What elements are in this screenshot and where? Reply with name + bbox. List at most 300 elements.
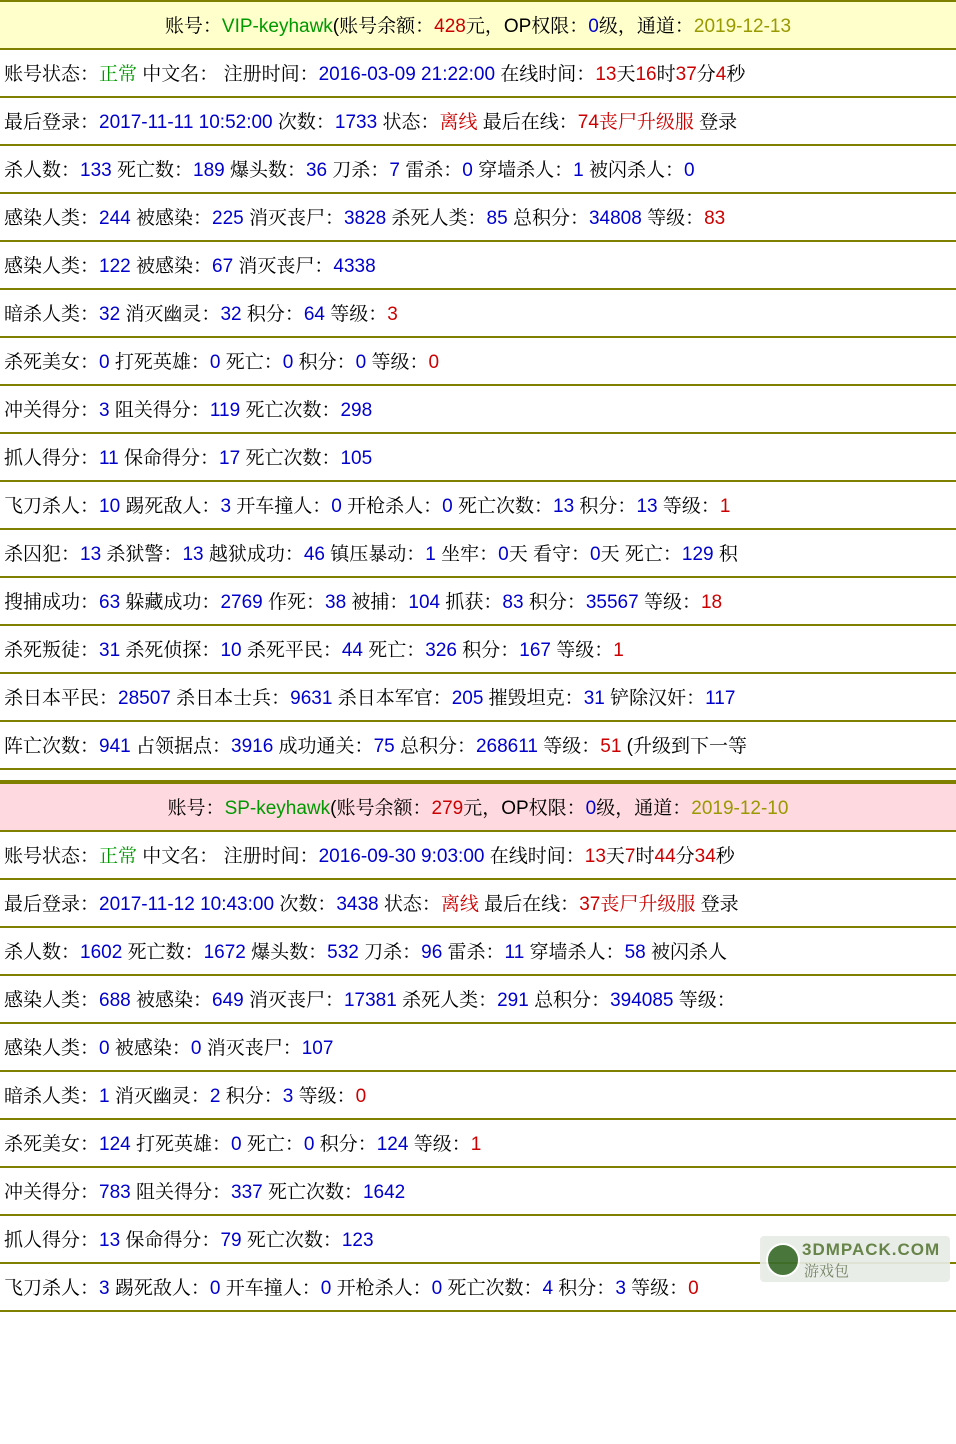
stat-row [0, 674, 956, 722]
stat-label: 阻关得分： [130, 1182, 231, 1203]
stat-label: 总积分： [394, 736, 476, 757]
account-name: VIP-keyhawk [221, 16, 333, 37]
stat-label: 积分： [314, 1134, 377, 1155]
stat-value: 123 [341, 1230, 374, 1251]
stat-row [0, 1072, 956, 1120]
stat-value: 0 [209, 352, 221, 373]
stat-value: 225 [212, 208, 244, 229]
stat-label: 保命得分： [120, 1230, 221, 1251]
stat-value: 13 [636, 496, 658, 517]
stat-row [0, 1024, 956, 1072]
stat-value: 105 [340, 448, 373, 469]
stat-value: 74丧尸升级服 [577, 112, 694, 133]
stat-label: 消灭丧尸： [243, 990, 344, 1011]
stat-label: 等级： [625, 1278, 689, 1299]
op-value: 0 [585, 798, 597, 819]
stat-label: 死亡： [241, 1134, 304, 1155]
stat-value: 394085 [610, 990, 674, 1011]
watermark-line2: 游戏包 [804, 1263, 850, 1280]
stat-label: 抓人得分： [4, 1230, 100, 1251]
stat-label: 阻关得分： [109, 400, 210, 421]
balance-label: (账号余额： [330, 798, 432, 819]
stat-value: 34 [694, 846, 716, 867]
op-value: 0 [588, 16, 599, 37]
stat-label: 成功通关： [273, 736, 374, 757]
stat-label: 总积分： [507, 208, 589, 229]
stat-label: 时 [635, 846, 655, 867]
stat-label: 账号状态： [4, 64, 100, 85]
stat-row [0, 626, 956, 674]
stat-value: 122 [99, 256, 131, 277]
stat-row [0, 578, 956, 626]
stat-value: 28507 [118, 688, 171, 709]
stat-label: 次数： [274, 894, 337, 915]
stat-value: 0 [99, 352, 110, 373]
stat-label: 消灭幽灵： [120, 304, 221, 325]
stat-value: 649 [212, 990, 244, 1011]
stat-label: 登录 [695, 894, 739, 915]
stat-row [0, 976, 956, 1024]
stat-label: 镇压暴动： [325, 544, 426, 565]
stat-label: 被感染： [130, 990, 212, 1011]
stat-value: 正常 [99, 64, 138, 85]
stat-label: 登录 [693, 112, 738, 133]
stat-label: 爆头数： [224, 160, 306, 181]
stat-value: 0 [431, 1278, 443, 1299]
stat-label: 杀死平民： [241, 640, 342, 661]
stat-label: 秒 [726, 64, 746, 85]
stat-label: 杀日本军官： [332, 688, 452, 709]
stat-value: 291 [497, 990, 529, 1011]
stat-value: 63 [99, 592, 121, 613]
stat-value: 268611 [475, 736, 538, 757]
stat-row [0, 482, 956, 530]
stat-label: 杀狱警： [101, 544, 183, 565]
stat-value: 1 [573, 160, 584, 181]
stat-label: 作死： [262, 592, 325, 613]
stat-value: 83 [704, 208, 726, 229]
stat-value: 7 [389, 160, 400, 181]
stat-value: 0 [688, 1278, 699, 1299]
stat-row [0, 1168, 956, 1216]
stat-value: 0 [428, 352, 440, 373]
stat-value: 37 [675, 64, 697, 85]
stat-value: 0 [498, 544, 509, 565]
watermark [760, 1236, 950, 1282]
stat-label: 死亡数： [122, 942, 204, 963]
stat-label: 开车撞人： [220, 1278, 321, 1299]
stat-label: 秒 [715, 846, 735, 867]
stat-value: 38 [325, 592, 347, 613]
stat-value: 3 [282, 1086, 294, 1107]
stat-value: 0 [209, 1278, 221, 1299]
stat-row [0, 832, 956, 880]
stat-label: 阵亡次数： [4, 736, 100, 757]
stat-label: 杀死人类： [396, 990, 498, 1011]
stat-label: (升级到下一等 [621, 736, 748, 757]
stat-label: 天 [616, 64, 636, 85]
channel-label: 级，通道： [598, 16, 694, 37]
stat-value: 0 [303, 1134, 315, 1155]
stat-row [0, 880, 956, 928]
stat-label: 开枪杀人： [341, 496, 443, 517]
stat-label: 积分： [293, 352, 356, 373]
stat-label: 杀日本士兵： [170, 688, 291, 709]
stat-label: 积分： [553, 1278, 616, 1299]
stat-label: 被感染： [130, 208, 212, 229]
stat-label: 搜捕成功： [4, 592, 100, 613]
stat-label: 注册时间： [218, 846, 319, 867]
stat-label: 踢死敌人： [109, 1278, 210, 1299]
stat-label: 死亡次数： [240, 448, 341, 469]
stat-label: 积分： [574, 496, 637, 517]
stat-value: 1602 [80, 942, 123, 963]
stat-row [0, 98, 956, 146]
stat-label: 雷杀： [399, 160, 463, 181]
stat-label: 等级： [641, 208, 705, 229]
stat-value: 117 [705, 688, 736, 709]
stat-label: 分 [675, 846, 695, 867]
stat-label: 最后登录： [4, 894, 100, 915]
stat-value: 10 [99, 496, 121, 517]
stat-label: 消灭丧尸： [233, 256, 334, 277]
stat-value: 13 [182, 544, 204, 565]
stat-label: 中文名： [137, 64, 219, 85]
stat-label: 分 [696, 64, 716, 85]
op-label: 元，OP权限： [463, 798, 586, 819]
stat-label: 杀日本平民： [4, 688, 119, 709]
stat-label: 在线时间： [495, 64, 596, 85]
stat-value: 167 [519, 640, 551, 661]
channel-value: 2019-12-10 [691, 798, 789, 819]
stat-value: 1672 [203, 942, 246, 963]
stat-value: 1642 [362, 1182, 406, 1203]
stat-value: 85 [486, 208, 508, 229]
stat-label: 占领据点： [130, 736, 231, 757]
stat-value: 0 [355, 1086, 367, 1107]
stat-value: 13 [584, 846, 606, 867]
stat-label: 被捕： [346, 592, 409, 613]
stat-value: 0 [462, 160, 473, 181]
stat-label: 抓获： [440, 592, 503, 613]
stat-value: 133 [80, 160, 112, 181]
stat-row [0, 146, 956, 194]
stat-label: 等级： [366, 352, 429, 373]
stat-value: 0 [282, 352, 294, 373]
stat-value: 3828 [343, 208, 387, 229]
stat-label: 雷杀： [442, 942, 505, 963]
stat-label: 杀死人类： [386, 208, 487, 229]
stat-value: 3 [615, 1278, 626, 1299]
stat-value: 34808 [588, 208, 642, 229]
stat-value: 75 [373, 736, 395, 757]
stat-value: 298 [340, 400, 373, 421]
globe-icon [766, 1243, 800, 1277]
stat-value: 244 [99, 208, 131, 229]
stat-label: 天 [600, 544, 620, 565]
stat-label: 杀囚犯： [4, 544, 81, 565]
stat-value: 0 [355, 352, 367, 373]
account-label: 账号： [164, 16, 222, 37]
stat-label: 死亡次数： [262, 1182, 363, 1203]
stat-label: 等级： [325, 304, 388, 325]
stat-label: 天 [605, 846, 625, 867]
stat-value: 1 [470, 1134, 482, 1155]
stat-label: 被感染： [130, 256, 212, 277]
stat-value: 18 [700, 592, 723, 613]
stat-value: 1 [425, 544, 436, 565]
stat-label: 状态： [377, 112, 440, 133]
watermark-line1: 3DMPACK.COM [802, 1240, 941, 1259]
stat-value: 31 [583, 688, 605, 709]
channel-label: 级，通道： [596, 798, 692, 819]
stat-label: 死亡： [220, 352, 283, 373]
stat-value: 124 [376, 1134, 409, 1155]
stat-value: 11 [504, 942, 525, 963]
stat-label: 感染人类： [4, 1038, 100, 1059]
stat-label: 消灭丧尸： [201, 1038, 302, 1059]
stat-value: 124 [99, 1134, 131, 1155]
stat-value: 79 [220, 1230, 242, 1251]
stat-value: 783 [99, 1182, 131, 1203]
stat-label: 刀杀： [358, 942, 422, 963]
stat-row [0, 242, 956, 290]
stat-value: 2769 [220, 592, 263, 613]
stat-value: 7 [624, 846, 636, 867]
stat-label: 积分： [523, 592, 586, 613]
account-header [0, 782, 956, 832]
stat-row [0, 290, 956, 338]
stat-label: 冲关得分： [4, 400, 100, 421]
stat-value: 4338 [333, 256, 376, 277]
stat-label: 杀死美女： [4, 1134, 100, 1155]
stat-value: 189 [193, 160, 225, 181]
stat-label: 等级： [537, 736, 601, 757]
stat-value: 2 [209, 1086, 221, 1107]
stat-value: 1 [719, 496, 731, 517]
stat-value: 3916 [231, 736, 274, 757]
stat-row [0, 1120, 956, 1168]
stat-label: 穿墙杀人： [472, 160, 574, 181]
stat-label: 次数： [272, 112, 335, 133]
stat-value: 3 [220, 496, 232, 517]
stat-label: 死亡数： [111, 160, 193, 181]
stat-label: 积分： [456, 640, 520, 661]
stat-label: 躲藏成功： [120, 592, 221, 613]
stat-value: 205 [451, 688, 484, 709]
op-label: 元，OP权限： [465, 16, 589, 37]
stat-label: 越狱成功： [203, 544, 304, 565]
stat-value: 3 [99, 400, 110, 421]
stat-value: 13 [80, 544, 102, 565]
stat-value: 46 [303, 544, 325, 565]
stat-value: 3 [387, 304, 398, 325]
section-separator [0, 770, 956, 782]
stat-label: 刀杀： [327, 160, 390, 181]
stat-label: 打死英雄： [109, 352, 210, 373]
balance-value: 428 [434, 16, 466, 37]
stat-value: 941 [99, 736, 131, 757]
stat-label: 踢死敌人： [120, 496, 221, 517]
stat-label: 被闪杀人 [645, 942, 727, 963]
stat-label: 抓人得分： [4, 448, 100, 469]
stat-value: 104 [408, 592, 441, 613]
stat-label: 杀死叛徒： [4, 640, 100, 661]
stat-label: 被感染： [109, 1038, 191, 1059]
stat-row [0, 194, 956, 242]
stat-label: 冲关得分： [4, 1182, 100, 1203]
stat-value: 0 [99, 1038, 110, 1059]
stat-label: 飞刀杀人： [4, 1278, 100, 1299]
stat-label: 等级： [657, 496, 720, 517]
stat-label: 死亡次数： [452, 496, 554, 517]
stat-row [0, 928, 956, 976]
stat-value: 337 [231, 1182, 263, 1203]
stat-label: 爆头数： [245, 942, 328, 963]
stat-label: 杀人数： [4, 942, 81, 963]
stat-value: 4 [715, 64, 727, 85]
stat-value: 64 [303, 304, 325, 325]
stat-value: 44 [654, 846, 676, 867]
stat-value: 0 [683, 160, 695, 181]
stat-value: 4 [542, 1278, 554, 1299]
stat-value: 37丧尸升级服 [579, 894, 696, 915]
stat-value: 32 [220, 304, 242, 325]
stat-value: 0 [331, 496, 342, 517]
account-label: 账号： [167, 798, 225, 819]
stat-label: 等级： [638, 592, 701, 613]
stat-label: 最后在线： [478, 894, 580, 915]
stat-value: 1 [99, 1086, 110, 1107]
stat-value: 58 [624, 942, 646, 963]
stat-row [0, 530, 956, 578]
stat-row [0, 50, 956, 98]
stat-label: 最后在线： [477, 112, 578, 133]
stat-label: 在线时间： [484, 846, 585, 867]
stat-value: 17381 [343, 990, 397, 1011]
stat-value: 2016-03-09 21:22:00 [318, 64, 496, 85]
account-header [0, 0, 956, 50]
stat-label: 等级： [293, 1086, 356, 1107]
stat-value: 离线 [439, 112, 478, 133]
stat-value: 326 [425, 640, 457, 661]
stat-label: 注册时间： [218, 64, 319, 85]
stat-value: 17 [219, 448, 241, 469]
stat-row [0, 338, 956, 386]
stat-value: 32 [99, 304, 121, 325]
stat-value: 11 [99, 448, 119, 469]
stat-label: 积 [713, 544, 738, 565]
balance-value: 279 [431, 798, 464, 819]
channel-value: 2019-12-13 [693, 16, 792, 37]
stat-value: 107 [301, 1038, 334, 1059]
stat-value: 36 [305, 160, 328, 181]
balance-label: (账号余额： [332, 16, 435, 37]
stat-value: 13 [595, 64, 617, 85]
stat-row [0, 722, 956, 770]
stat-label: 最后登录： [4, 112, 100, 133]
stat-label: 保命得分： [118, 448, 220, 469]
stat-value: 1733 [334, 112, 378, 133]
stat-label: 杀人数： [4, 160, 81, 181]
stat-label: 暗杀人类： [4, 1086, 100, 1107]
stat-value: 96 [421, 942, 443, 963]
stat-value: 离线 [440, 894, 479, 915]
stat-label: 中文名： [137, 846, 219, 867]
stat-value: 0 [590, 544, 601, 565]
stat-label: 等级： [408, 1134, 471, 1155]
stat-label: 时 [656, 64, 676, 85]
stat-value: 3438 [336, 894, 379, 915]
stat-label: 被闪杀人： [583, 160, 684, 181]
stat-label: 铲除汉奸： [604, 688, 706, 709]
stat-label: 死亡次数： [240, 400, 341, 421]
stat-label: 开枪杀人： [331, 1278, 432, 1299]
stat-label: 摧毁坦克： [483, 688, 584, 709]
stat-label: 等级： [550, 640, 614, 661]
stat-label: 开车撞人： [231, 496, 332, 517]
stat-row [0, 386, 956, 434]
stat-value: 51 [600, 736, 622, 757]
stat-label: 总积分： [528, 990, 611, 1011]
stat-value: 0 [231, 1134, 242, 1155]
stat-value: 0 [190, 1038, 202, 1059]
stat-label: 看守： [527, 544, 591, 565]
stat-value: 35567 [585, 592, 639, 613]
stat-value: 67 [212, 256, 234, 277]
stat-label: 打死英雄： [130, 1134, 231, 1155]
stat-value: 16 [635, 64, 657, 85]
stat-label: 死亡： [363, 640, 426, 661]
stat-value: 10 [220, 640, 242, 661]
stat-value: 13 [553, 496, 575, 517]
stat-label: 死亡： [619, 544, 682, 565]
stat-label: 积分： [220, 1086, 283, 1107]
stat-value: 2017-11-12 10:43:00 [99, 894, 275, 915]
stat-value: 13 [99, 1230, 121, 1251]
stat-label: 感染人类： [4, 256, 100, 277]
stat-label: 杀死侦探： [120, 640, 221, 661]
stat-value: 688 [99, 990, 131, 1011]
stat-value: 3 [99, 1278, 110, 1299]
stat-label: 等级： [673, 990, 736, 1011]
stat-label: 感染人类： [4, 990, 100, 1011]
stat-label: 积分： [241, 304, 304, 325]
stat-value: 31 [99, 640, 121, 661]
stat-label: 杀死美女： [4, 352, 100, 373]
stat-label: 天 [508, 544, 528, 565]
stat-label: 感染人类： [4, 208, 100, 229]
stat-label: 穿墙杀人： [524, 942, 625, 963]
stat-value: 119 [209, 400, 241, 421]
stat-label: 死亡次数： [241, 1230, 342, 1251]
stat-label: 消灭幽灵： [109, 1086, 210, 1107]
stat-label: 状态： [378, 894, 441, 915]
stat-value: 0 [442, 496, 453, 517]
stat-value: 129 [681, 544, 714, 565]
stat-value: 1 [613, 640, 624, 661]
account-name: SP-keyhawk [224, 798, 331, 819]
stat-value: 83 [502, 592, 524, 613]
stat-row [0, 434, 956, 482]
stat-value: 0 [320, 1278, 332, 1299]
stat-value: 2017-11-11 10:52:00 [99, 112, 273, 133]
stat-label: 暗杀人类： [4, 304, 100, 325]
stat-value: 44 [341, 640, 363, 661]
stat-value: 9631 [290, 688, 333, 709]
stat-label: 坐牢： [435, 544, 499, 565]
stat-label: 账号状态： [4, 846, 100, 867]
